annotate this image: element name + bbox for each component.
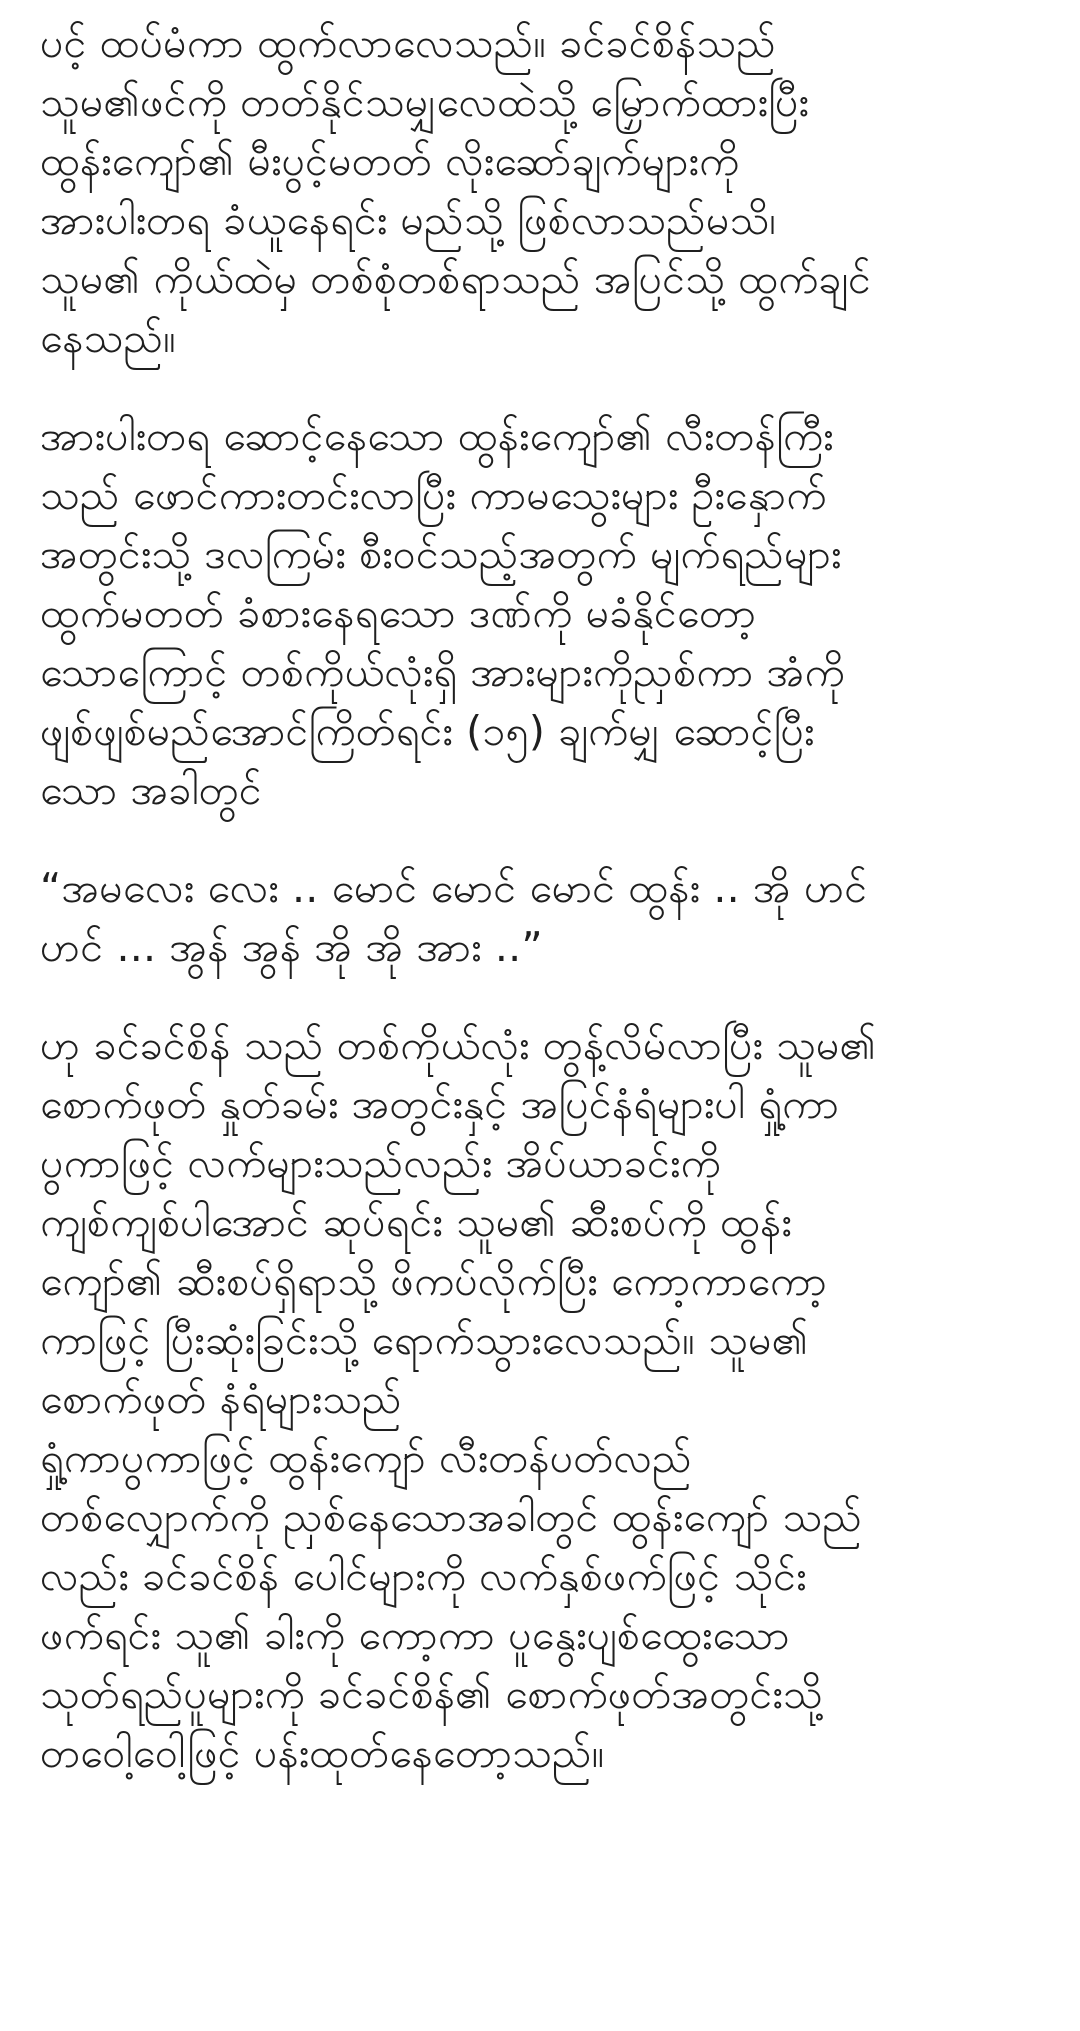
paragraph-2 <box>40 407 1040 820</box>
text-line: သောကြောင့် တစ်ကိုယ်လုံးရှိ အားများကိုညှစ်ကာ အံကို <box>40 648 845 696</box>
text-line: အားပါးတရ ဆောင့်နေသော ထွန်းကျော်၏ လီးတန်ကြီး <box>40 412 834 460</box>
text-line: “အမလေး လေး .. မောင် မောင် မောင် ထွန်း .. အို ဟင် <box>40 864 868 912</box>
text-line: ပင့် ထပ်မံကာ ထွက်လာလေသည်။ ခင်ခင်စိန်သည် <box>40 19 777 67</box>
text-line: ပွကာဖြင့် လက်များသည်လည်း အိပ်ယာခင်းကို <box>40 1139 721 1187</box>
text-line: သူမ၏ဖင်ကို တတ်နိုင်သမျှလေထဲသို့ မြှောက်ထားပြီး <box>40 78 809 126</box>
paragraph-1 <box>40 14 1040 368</box>
text-line: ဖျစ်ဖျစ်မည်အောင်ကြိတ်ရင်း (၁၅) ချက်မျှ ဆောင့်ပြီး <box>40 707 815 755</box>
text-line: သုတ်ရည်ပူများကို ခင်ခင်စိန်၏ စောက်ဖုတ်အတွင်းသို့ <box>40 1670 823 1718</box>
text-line: ကျစ်ကျစ်ပါအောင် ဆုပ်ရင်း သူမ၏ ဆီးစပ်ကို ထွန်း <box>40 1198 792 1246</box>
paragraph-3-dialogue <box>40 859 1040 977</box>
text-line: သူမ၏ ကိုယ်ထဲမှ တစ်စုံတစ်ရာသည် အပြင်သို့ ထွက်ချင် <box>40 255 872 303</box>
text-line: နေသည်။ <box>40 314 176 362</box>
text-line: လည်း ခင်ခင်စိန် ပေါင်များကို လက်နှစ်ဖက်ဖြင့် သိုင်း <box>40 1552 807 1600</box>
text-line: တဝေါ့ဝေါ့ဖြင့် ပန်းထုတ်နေတော့သည်။ <box>40 1729 605 1777</box>
text-line: ထွန်းကျော်၏ မီးပွင့်မတတ် လိုးဆော်ချက်များကို <box>40 137 740 185</box>
text-line: ရှုံ့ကာပွကာဖြင့် ထွန်းကျော် လီးတန်ပတ်လည် <box>40 1434 692 1482</box>
top-cut-edge <box>0 0 1080 8</box>
text-line: တစ်လျှောက်ကို ညှစ်နေသောအခါတွင် ထွန်းကျော် သည် <box>40 1493 863 1541</box>
text-line: ဟင် ... အွန် အွန် အို အို အား ..” <box>40 923 543 971</box>
text-line: ဟု ခင်ခင်စိန် သည် တစ်ကိုယ်လုံး တွန့်လိမ်လာပြီး သူမ၏ <box>40 1021 877 1069</box>
text-line: သည် ဖောင်ကားတင်းလာပြီး ကာမသွေးများ ဦးနှောက် <box>40 471 827 519</box>
text-line: ထွက်မတတ် ခံစားနေရသော ဒဏ်ကို မခံနိုင်တော့ <box>40 589 757 637</box>
text-line: ဖက်ရင်း သူ၏ ခါးကို ကော့ကာ ပူနွေးပျစ်ထွေးသော <box>40 1611 790 1659</box>
paragraph-4 <box>40 1016 1040 1783</box>
text-line: ကာဖြင့် ပြီးဆုံးခြင်းသို့ ရောက်သွားလေသည်။ သူမ၏ <box>40 1316 809 1364</box>
text-line: စောက်ဖုတ် နှုတ်ခမ်း အတွင်းနှင့် အပြင်နံရံများပါ ရှုံ့ကာ <box>40 1080 840 1128</box>
text-line: သော အခါတွင် <box>40 766 262 814</box>
text-line: အားပါးတရ ခံယူနေရင်း မည်သို့ ဖြစ်လာသည်မသိ၊ <box>40 196 777 244</box>
text-line: ကျော်၏ ဆီးစပ်ရှိရာသို့ ဖိကပ်လိုက်ပြီး ကော့ကာကော့ <box>40 1257 828 1305</box>
text-line: စောက်ဖုတ် နံရံများသည် <box>40 1375 402 1423</box>
text-line: အတွင်းသို့ ဒလကြမ်း စီးဝင်သည့်အတွက် မျက်ရည်များ <box>40 530 842 578</box>
